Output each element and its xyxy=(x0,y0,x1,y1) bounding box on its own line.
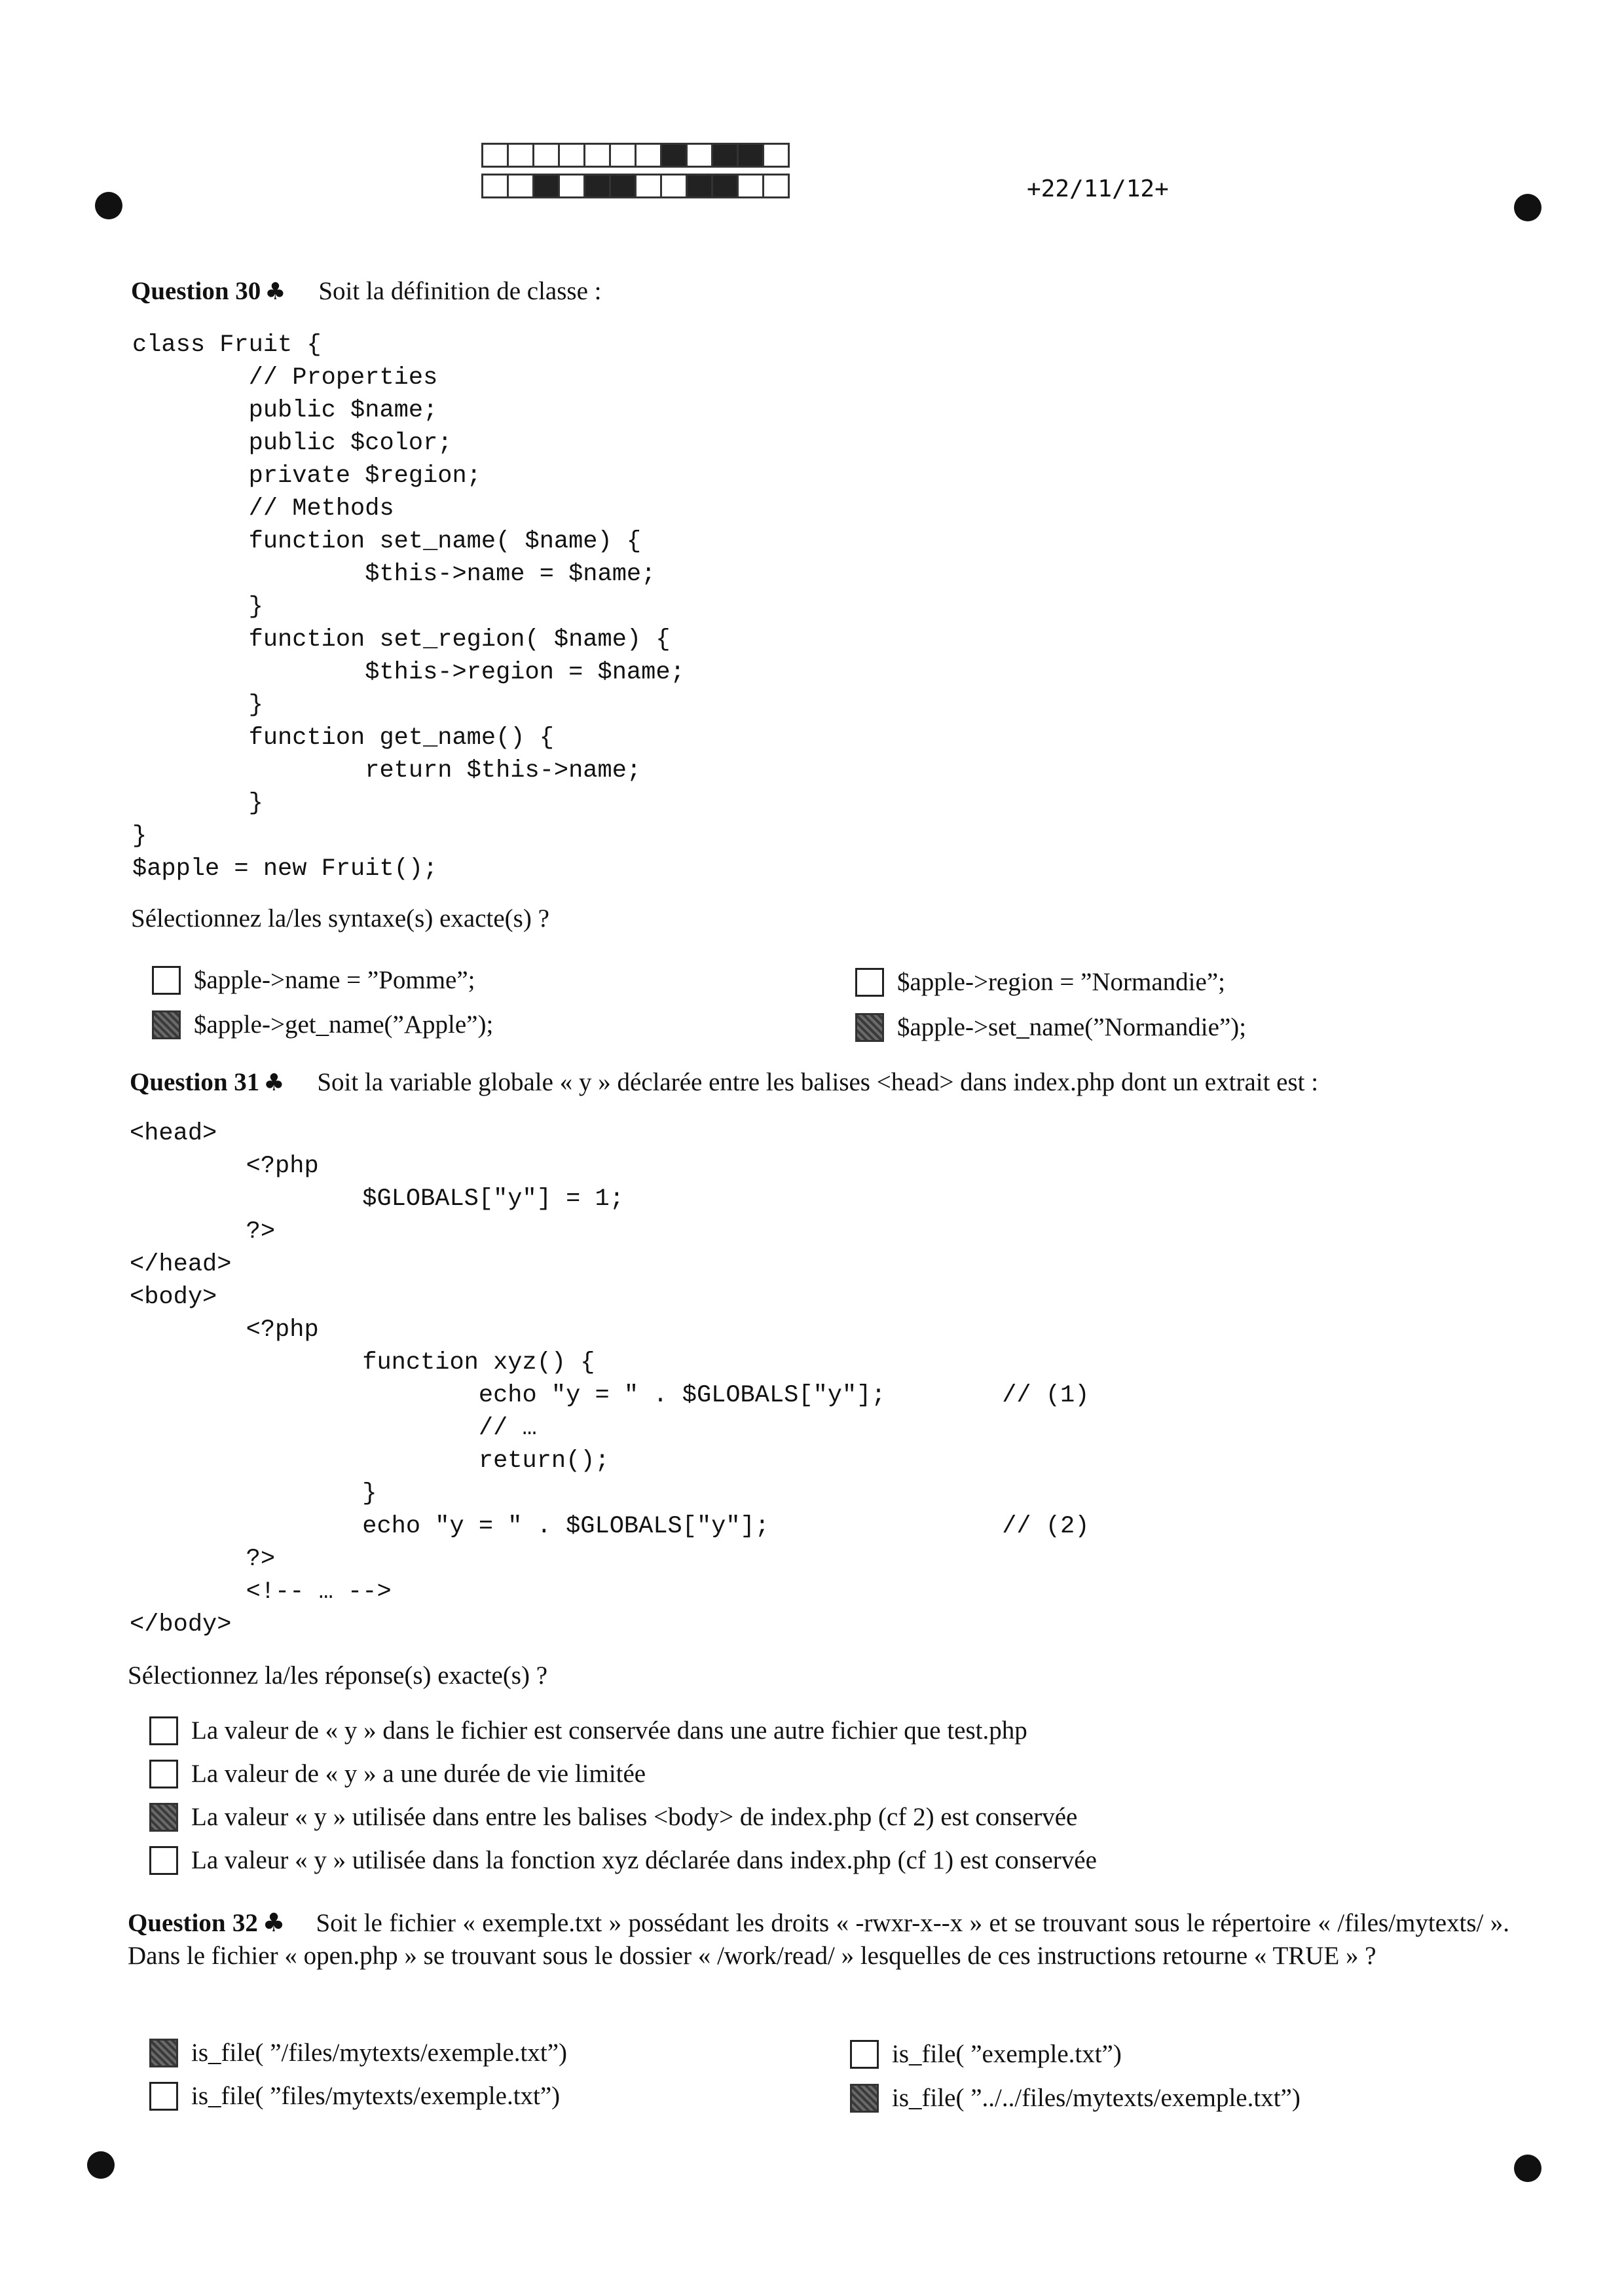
option-text: is_file( ”exemple.txt”) xyxy=(892,2040,1122,2068)
barcode-cell xyxy=(737,143,764,168)
code-block-q31: <head> <?php $GLOBALS["y"] = 1; ?> </head> <body> <?php function xyz() { echo "y = " . $GLOBALS["y"]; // (1) // … return(); } echo "y = " . $GLOBALS["y"]; // (2) ?> <!-- … --> </body> xyxy=(130,1120,1090,1639)
page-id: +22/11/12+ xyxy=(1027,176,1169,202)
barcode-cell xyxy=(711,174,739,198)
checkbox[interactable] xyxy=(149,1846,178,1875)
barcode-cell xyxy=(711,143,739,168)
option-text: is_file( ”../../files/mytexts/exemple.txt”) xyxy=(892,2084,1301,2112)
barcode-cell xyxy=(737,174,764,198)
barcode-cell xyxy=(762,143,790,168)
answer-option[interactable] xyxy=(850,2039,1122,2069)
registration-dot-top-left xyxy=(95,192,122,219)
checkbox[interactable] xyxy=(855,1013,884,1042)
checkbox[interactable] xyxy=(850,2040,879,2069)
barcode-cell xyxy=(583,174,611,198)
question-label: Question 31 xyxy=(130,1068,260,1096)
checkbox[interactable] xyxy=(149,1716,178,1745)
barcode-cell xyxy=(635,143,662,168)
answer-option[interactable] xyxy=(149,1759,646,1788)
checkbox[interactable] xyxy=(149,1803,178,1832)
barcode-cell xyxy=(635,174,662,198)
barcode-cell xyxy=(660,143,688,168)
checkbox[interactable] xyxy=(152,1010,181,1039)
checkbox[interactable] xyxy=(149,2082,178,2111)
checkbox[interactable] xyxy=(149,1760,178,1788)
question-intro: Soit le fichier « exemple.txt » possédant les droits « -rwxr-x--x » et se trouvant sous le répertoire « /files/mytexts/ ». Dans le fichier « open.php » se trouvant sous le dossier « /work/read/ » lesquelles de ces instructions retourne « TRUE » ? xyxy=(128,1909,1509,1970)
barcode-cell xyxy=(558,174,585,198)
answer-option[interactable] xyxy=(855,1012,1246,1042)
answer-option[interactable] xyxy=(152,1010,493,1039)
checkbox[interactable] xyxy=(850,2084,879,2113)
option-text: La valeur de « y » dans le fichier est conservée dans une autre fichier que test.php xyxy=(191,1716,1027,1745)
barcode-cell xyxy=(609,143,637,168)
club-icon: ♣ xyxy=(265,278,286,305)
code-block-q30: class Fruit { // Properties public $name; public $color; private $region; // Methods function set_name( $name) { $this->name = $name; } function set_region( $name) { $this->region = $name; } function get_name() { return $this->name; } } $apple = new Fruit(); xyxy=(132,331,685,883)
registration-dot-top-right xyxy=(1514,194,1541,221)
question-intro: Soit la définition de classe : xyxy=(318,277,602,305)
checkbox[interactable] xyxy=(152,966,181,995)
answer-option[interactable] xyxy=(149,2038,567,2067)
barcode-row-1 xyxy=(481,143,788,168)
barcode-cell xyxy=(481,174,509,198)
barcode-row-2 xyxy=(481,174,788,198)
barcode-cell xyxy=(583,143,611,168)
option-text: $apple->set_name(”Normandie”); xyxy=(897,1013,1247,1041)
option-text: $apple->region = ”Normandie”; xyxy=(897,968,1225,996)
barcode-cell xyxy=(660,174,688,198)
barcode-cell xyxy=(507,143,534,168)
option-text: $apple->get_name(”Apple”); xyxy=(194,1010,494,1039)
checkbox[interactable] xyxy=(149,2039,178,2067)
barcode-cell xyxy=(558,143,585,168)
question-31-header xyxy=(130,1066,1318,1100)
question-intro: Soit la variable globale « y » déclarée entre les balises <head> dans index.php dont un extrait est : xyxy=(317,1068,1319,1096)
option-text: $apple->name = ”Pomme”; xyxy=(194,966,475,994)
question-label: Question 30 xyxy=(131,277,261,305)
barcode-cell xyxy=(481,143,509,168)
club-icon: ♣ xyxy=(263,1069,285,1096)
option-text: is_file( ”/files/mytexts/exemple.txt”) xyxy=(191,2039,567,2067)
club-icon: ♣ xyxy=(261,1908,286,1938)
answer-option[interactable] xyxy=(855,967,1225,997)
answer-option[interactable] xyxy=(149,1802,1077,1832)
answer-option[interactable] xyxy=(149,2081,560,2111)
answer-option[interactable] xyxy=(149,1716,1027,1745)
prompt-q30: Sélectionnez la/les syntaxe(s) exacte(s) ? xyxy=(131,904,549,933)
barcode-cell xyxy=(532,143,560,168)
barcode-cell xyxy=(609,174,637,198)
answer-option[interactable] xyxy=(850,2083,1301,2113)
prompt-q31: Sélectionnez la/les réponse(s) exacte(s) ? xyxy=(128,1661,548,1690)
registration-dot-bottom-left xyxy=(87,2151,115,2179)
barcode-cell xyxy=(532,174,560,198)
option-text: La valeur « y » utilisée dans entre les balises <body> de index.php (cf 2) est conservée xyxy=(191,1803,1078,1831)
option-text: is_file( ”files/mytexts/exemple.txt”) xyxy=(191,2082,561,2110)
answer-option[interactable] xyxy=(152,965,475,995)
checkbox[interactable] xyxy=(855,968,884,997)
barcode-cell xyxy=(686,143,713,168)
option-text: La valeur « y » utilisée dans la fonction xyz déclarée dans index.php (cf 1) est conservée xyxy=(191,1846,1097,1874)
registration-dot-bottom-right xyxy=(1514,2155,1541,2182)
barcode-cell xyxy=(507,174,534,198)
question-30-header xyxy=(131,275,601,308)
option-text: La valeur de « y » a une durée de vie limitée xyxy=(191,1760,646,1788)
barcode-cell xyxy=(762,174,790,198)
answer-option[interactable] xyxy=(149,1845,1097,1875)
question-32-header xyxy=(128,1907,1509,1972)
question-label: Question 32 xyxy=(128,1909,258,1937)
barcode-cell xyxy=(686,174,713,198)
